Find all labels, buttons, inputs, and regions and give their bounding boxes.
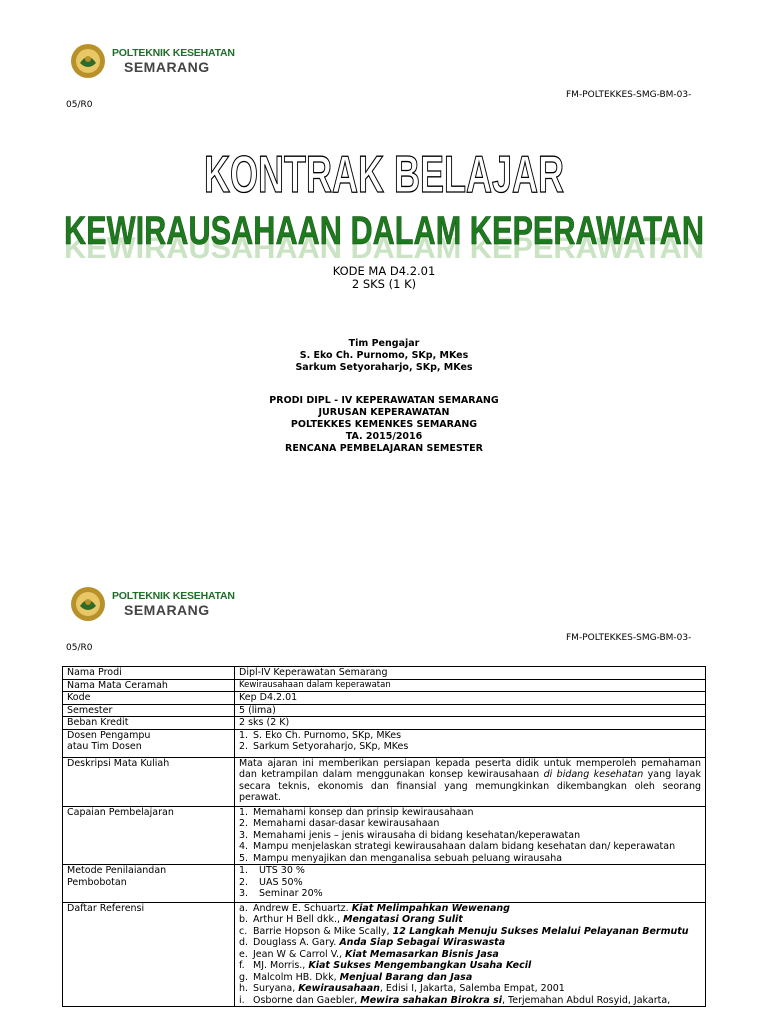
reference-item: h. Suryana, Kewirausahaan, Edisi I, Jakarta, Salemba Empat, 2001 bbox=[239, 983, 565, 994]
table-row bbox=[63, 692, 706, 705]
institution-logo bbox=[70, 43, 235, 79]
row-label: Nama Prodi bbox=[63, 667, 235, 680]
table-row bbox=[63, 806, 706, 865]
list-item: 4. Mampu menjelaskan strategi kewirausahaan dalam bidang kesehatan dan/ keperawatan bbox=[239, 841, 676, 852]
institution-line: POLTEKKES KEMENKES SEMARANG bbox=[290, 419, 478, 430]
reference-item: f. MJ. Morris., Kiat Sukses Mengembangkan Usaha Kecil bbox=[239, 960, 532, 971]
row-label: Nama Mata Ceramah bbox=[63, 679, 235, 692]
table-row bbox=[63, 704, 706, 717]
revision: 05/R0 bbox=[66, 100, 93, 110]
cover-title-outline bbox=[150, 140, 618, 202]
row-label: Capaian Pembelajaran bbox=[63, 806, 235, 865]
table-row bbox=[63, 679, 706, 692]
table-row bbox=[63, 667, 706, 680]
table-row bbox=[63, 902, 706, 1007]
list-item: 1. UTS 30 % bbox=[239, 865, 305, 876]
row-label-line: Metode Penilaiandan bbox=[67, 865, 167, 876]
institution-logo bbox=[70, 586, 235, 622]
row-value: 2 sks (2 K) bbox=[235, 717, 706, 730]
row-label: Kode bbox=[63, 692, 235, 705]
course-code: KODE MA D4.2.01 bbox=[332, 264, 436, 278]
reference-item: c. Barrie Hopson & Mike Scally, 12 Langkah Menuju Sukses Melalui Pelayanan Bermutu bbox=[239, 925, 689, 937]
row-value bbox=[235, 729, 706, 757]
row-value: Dipl-IV Keperawatan Semarang bbox=[235, 667, 706, 680]
cover-subtitle: KEWIRAUSAHAAN DALAM KEPERAWATAN bbox=[64, 209, 704, 253]
row-label: Semester bbox=[63, 704, 235, 717]
list-item: 3. Seminar 20% bbox=[239, 888, 323, 899]
row-label: Daftar Referensi bbox=[63, 902, 235, 1007]
row-value bbox=[235, 865, 706, 903]
reference-item: e. Jean W & Carrol V., Kiat Memasarkan Bisnis Jasa bbox=[239, 948, 499, 960]
reference-item: i. Osborne dan Gaebler, Mewira sahakan Birokra si, Terjemahan Abdul Rosyid, Jakarta, bbox=[239, 994, 671, 1006]
list-item: 2. Memahami dasar-dasar kewirausahaan bbox=[239, 818, 440, 829]
row-value: 5 (lima) bbox=[235, 704, 706, 717]
logo-line2: SEMARANG bbox=[124, 59, 210, 76]
course-sks: 2 SKS (1 K) bbox=[351, 277, 417, 291]
list-item: 5. Mampu menyajikan dan menganalisa sebuah peluang wirausaha bbox=[239, 852, 563, 864]
institution-line: TA. 2015/2016 bbox=[345, 431, 423, 442]
logo-line2: SEMARANG bbox=[124, 602, 210, 619]
cover-title: KONTRAK BELAJAR bbox=[204, 146, 564, 204]
poltekkes-emblem-icon bbox=[70, 586, 106, 622]
list-item: 1. Memahami konsep dan prinsip kewirausahaan bbox=[239, 806, 474, 818]
row-label bbox=[63, 729, 235, 757]
row-value: Kewirausahaan dalam keperawatan bbox=[235, 679, 706, 692]
row-label: Beban Kredit bbox=[63, 717, 235, 730]
row-label-line: atau Tim Dosen bbox=[67, 741, 142, 752]
poltekkes-emblem-icon bbox=[70, 43, 106, 79]
list-item: 2. UAS 50% bbox=[239, 876, 303, 888]
list-item: 1. S. Eko Ch. Purnomo, SKp, MKes bbox=[239, 729, 402, 741]
logo-line1: POLTEKNIK KESEHATAN bbox=[112, 589, 235, 602]
row-value bbox=[235, 902, 706, 1007]
row-label: Deskripsi Mata Kuliah bbox=[63, 757, 235, 806]
list-item: 3. Memahami jenis – jenis wirausaha di bidang kesehatan/keperawatan bbox=[239, 829, 581, 841]
team-member: Sarkum Setyoraharjo, SKp, MKes bbox=[295, 362, 473, 373]
row-value bbox=[235, 806, 706, 865]
revision: 05/R0 bbox=[66, 643, 93, 653]
form-code: FM-POLTEKKES-SMG-BM-03- bbox=[566, 633, 692, 643]
reference-item: b. Arthur H Bell dkk., Mengatasi Orang Sulit bbox=[239, 914, 463, 925]
row-value: Kep D4.2.01 bbox=[235, 692, 706, 705]
list-item: 2. Sarkum Setyoraharjo, SKp, MKes bbox=[239, 741, 409, 752]
institution-line: PRODI DIPL - IV KEPERAWATAN SEMARANG bbox=[269, 395, 499, 406]
reference-item: a. Andrew E. Schuartz. Kiat Melimpahkan Wewenang bbox=[239, 902, 510, 914]
institution-line: JURUSAN KEPERAWATAN bbox=[318, 407, 450, 418]
form-code: FM-POLTEKKES-SMG-BM-03- bbox=[566, 90, 692, 100]
row-label-line: Dosen Pengampu bbox=[67, 729, 151, 741]
table-row bbox=[63, 717, 706, 730]
cover-subtitle-reflection: KEWIRAUSAHAAN DALAM KEPERAWATAN bbox=[64, 232, 704, 265]
table-row bbox=[63, 729, 706, 757]
cover-subtitle-art bbox=[40, 200, 728, 265]
course-info-table bbox=[62, 666, 706, 1007]
table-row bbox=[63, 757, 706, 806]
institution-line: RENCANA PEMBELAJARAN SEMESTER bbox=[285, 443, 483, 454]
team-member: S. Eko Ch. Purnomo, SKp, MKes bbox=[299, 350, 469, 361]
reference-item: d. Douglass A. Gary. Anda Siap Sebagai Wiraswasta bbox=[239, 937, 506, 948]
logo-line1: POLTEKNIK KESEHATAN bbox=[112, 46, 235, 59]
team-label: Tim Pengajar bbox=[348, 338, 420, 349]
row-label bbox=[63, 865, 235, 903]
table-row bbox=[63, 865, 706, 903]
reference-item: g. Malcolm HB. Dkk, Menjual Barang dan Jasa bbox=[239, 971, 473, 983]
row-label-line: Pembobotan bbox=[67, 876, 127, 888]
row-value: Mata ajaran ini memberikan persiapan kepada peserta didik untuk memperoleh pemahaman dan ketrampilan dalam menggunakan konsep kewirausahaan di bidang kesehatan yang layak secara teknis, ekonomis dan finansial yang memungkinkan dikembangkan oleh seorang perawat. bbox=[235, 757, 706, 806]
